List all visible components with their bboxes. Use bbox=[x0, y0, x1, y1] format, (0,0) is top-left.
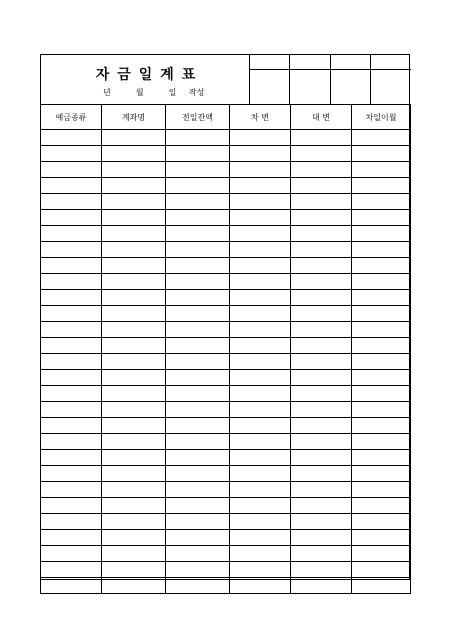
table-cell bbox=[352, 402, 411, 418]
table-cell bbox=[352, 322, 411, 338]
table-cell bbox=[166, 242, 230, 258]
table-cell bbox=[352, 338, 411, 354]
table-cell bbox=[291, 338, 352, 354]
column-header: 차일이월 bbox=[352, 105, 411, 130]
table-cell bbox=[352, 498, 411, 514]
table-cell bbox=[352, 450, 411, 466]
table-cell bbox=[166, 386, 230, 402]
table-row bbox=[41, 434, 411, 450]
table-cell bbox=[102, 450, 166, 466]
table-cell bbox=[166, 306, 230, 322]
table-cell bbox=[166, 338, 230, 354]
table-cell bbox=[230, 242, 291, 258]
table-cell bbox=[230, 258, 291, 274]
table-row bbox=[41, 306, 411, 322]
table-cell bbox=[230, 450, 291, 466]
table-cell bbox=[166, 578, 230, 594]
table-cell bbox=[102, 370, 166, 386]
table-cell bbox=[230, 562, 291, 578]
table-cell bbox=[230, 354, 291, 370]
table-cell bbox=[102, 498, 166, 514]
table-cell bbox=[291, 578, 352, 594]
table-row bbox=[41, 418, 411, 434]
table-cell bbox=[41, 466, 102, 482]
approval-header-line bbox=[249, 69, 411, 70]
table-cell bbox=[291, 130, 352, 146]
table-cell bbox=[230, 498, 291, 514]
table-cell bbox=[291, 402, 352, 418]
table-cell bbox=[41, 194, 102, 210]
table-cell bbox=[291, 418, 352, 434]
table-row bbox=[41, 450, 411, 466]
table-cell bbox=[166, 498, 230, 514]
table-cell bbox=[102, 546, 166, 562]
table-cell bbox=[102, 258, 166, 274]
table-cell bbox=[291, 354, 352, 370]
table-cell bbox=[291, 466, 352, 482]
table-cell bbox=[291, 226, 352, 242]
table-cell bbox=[102, 274, 166, 290]
table-row bbox=[41, 130, 411, 146]
table-row bbox=[41, 290, 411, 306]
table-cell bbox=[291, 370, 352, 386]
table-row bbox=[41, 562, 411, 578]
table-cell bbox=[102, 162, 166, 178]
date-line: 년 월 일 작성 bbox=[103, 88, 205, 97]
cash-daily-report-sheet bbox=[40, 54, 410, 580]
table-cell bbox=[230, 322, 291, 338]
table-cell bbox=[166, 178, 230, 194]
table-cell bbox=[230, 530, 291, 546]
table-cell bbox=[41, 178, 102, 194]
table-cell bbox=[102, 482, 166, 498]
table-cell bbox=[166, 226, 230, 242]
table-cell bbox=[352, 482, 411, 498]
table-cell bbox=[166, 194, 230, 210]
table-cell bbox=[166, 274, 230, 290]
table-cell bbox=[166, 370, 230, 386]
table-cell bbox=[166, 546, 230, 562]
table-row bbox=[41, 322, 411, 338]
table-cell bbox=[166, 354, 230, 370]
approval-box bbox=[249, 54, 411, 104]
table-cell bbox=[166, 322, 230, 338]
table-cell bbox=[291, 306, 352, 322]
approval-divider bbox=[249, 54, 250, 104]
table-row bbox=[41, 338, 411, 354]
table-row bbox=[41, 498, 411, 514]
table-cell bbox=[230, 306, 291, 322]
table-cell bbox=[291, 242, 352, 258]
table-cell bbox=[102, 178, 166, 194]
column-header: 전일잔액 bbox=[166, 105, 230, 130]
table-cell bbox=[41, 530, 102, 546]
table-cell bbox=[102, 210, 166, 226]
table-cell bbox=[166, 562, 230, 578]
table-cell bbox=[102, 322, 166, 338]
table-cell bbox=[291, 162, 352, 178]
table-cell bbox=[102, 194, 166, 210]
column-header: 계좌명 bbox=[102, 105, 166, 130]
table-cell bbox=[41, 370, 102, 386]
table-cell bbox=[352, 514, 411, 530]
table-cell bbox=[166, 210, 230, 226]
table-row bbox=[41, 386, 411, 402]
table-cell bbox=[352, 466, 411, 482]
table-cell bbox=[352, 130, 411, 146]
table-cell bbox=[352, 226, 411, 242]
table-cell bbox=[102, 306, 166, 322]
table-cell bbox=[41, 514, 102, 530]
table-cell bbox=[41, 402, 102, 418]
table-cell bbox=[41, 354, 102, 370]
table-cell bbox=[166, 482, 230, 498]
table-cell bbox=[230, 578, 291, 594]
column-header: 예금종류 bbox=[41, 105, 102, 130]
table-cell bbox=[291, 258, 352, 274]
table-cell bbox=[41, 226, 102, 242]
table-cell bbox=[291, 274, 352, 290]
table-cell bbox=[291, 322, 352, 338]
table-cell bbox=[41, 274, 102, 290]
table-cell bbox=[352, 306, 411, 322]
table-row bbox=[41, 578, 411, 594]
table-cell bbox=[291, 210, 352, 226]
table-cell bbox=[102, 338, 166, 354]
table-cell bbox=[41, 498, 102, 514]
table-cell bbox=[291, 482, 352, 498]
table-cell bbox=[41, 210, 102, 226]
title-area bbox=[41, 55, 250, 104]
table-cell bbox=[352, 146, 411, 162]
table-cell bbox=[352, 386, 411, 402]
table-cell bbox=[102, 578, 166, 594]
table-cell bbox=[230, 162, 291, 178]
page-title: 자금일계표 bbox=[95, 67, 204, 83]
approval-divider bbox=[330, 54, 331, 104]
table-row bbox=[41, 210, 411, 226]
ledger-body bbox=[41, 130, 411, 594]
approval-divider bbox=[289, 54, 290, 104]
table-cell bbox=[102, 226, 166, 242]
table-cell bbox=[102, 354, 166, 370]
table-cell bbox=[352, 354, 411, 370]
table-cell bbox=[352, 162, 411, 178]
table-cell bbox=[102, 130, 166, 146]
table-cell bbox=[230, 386, 291, 402]
table-cell bbox=[352, 210, 411, 226]
table-cell bbox=[230, 514, 291, 530]
table-cell bbox=[352, 370, 411, 386]
table-cell bbox=[166, 418, 230, 434]
table-cell bbox=[230, 466, 291, 482]
table-cell bbox=[41, 162, 102, 178]
table-cell bbox=[102, 146, 166, 162]
table-row bbox=[41, 514, 411, 530]
table-row bbox=[41, 242, 411, 258]
table-cell bbox=[230, 434, 291, 450]
table-cell bbox=[102, 242, 166, 258]
table-cell bbox=[230, 194, 291, 210]
table-cell bbox=[291, 450, 352, 466]
table-cell bbox=[41, 386, 102, 402]
table-cell bbox=[291, 530, 352, 546]
table-cell bbox=[41, 578, 102, 594]
table-cell bbox=[102, 514, 166, 530]
table-cell bbox=[352, 194, 411, 210]
table-cell bbox=[41, 130, 102, 146]
table-cell bbox=[352, 530, 411, 546]
table-cell bbox=[102, 530, 166, 546]
table-cell bbox=[166, 146, 230, 162]
table-cell bbox=[291, 290, 352, 306]
table-cell bbox=[41, 482, 102, 498]
table-row bbox=[41, 274, 411, 290]
table-cell bbox=[41, 242, 102, 258]
table-cell bbox=[102, 290, 166, 306]
table-cell bbox=[41, 562, 102, 578]
table-cell bbox=[291, 514, 352, 530]
column-header: 차 변 bbox=[230, 105, 291, 130]
table-cell bbox=[166, 434, 230, 450]
table-cell bbox=[166, 466, 230, 482]
table-row bbox=[41, 402, 411, 418]
table-row bbox=[41, 146, 411, 162]
table-cell bbox=[41, 338, 102, 354]
table-cell bbox=[41, 450, 102, 466]
table-row bbox=[41, 226, 411, 242]
table-cell bbox=[230, 290, 291, 306]
ledger-table bbox=[40, 104, 411, 594]
table-row bbox=[41, 162, 411, 178]
table-cell bbox=[41, 546, 102, 562]
table-cell bbox=[230, 274, 291, 290]
table-cell bbox=[41, 418, 102, 434]
table-cell bbox=[41, 322, 102, 338]
table-cell bbox=[166, 290, 230, 306]
table-cell bbox=[41, 434, 102, 450]
table-cell bbox=[166, 530, 230, 546]
table-cell bbox=[352, 546, 411, 562]
table-cell bbox=[102, 466, 166, 482]
table-cell bbox=[166, 258, 230, 274]
table-row bbox=[41, 370, 411, 386]
table-row bbox=[41, 466, 411, 482]
table-cell bbox=[230, 130, 291, 146]
table-cell bbox=[102, 434, 166, 450]
table-row bbox=[41, 482, 411, 498]
table-cell bbox=[166, 514, 230, 530]
table-cell bbox=[230, 226, 291, 242]
table-row bbox=[41, 258, 411, 274]
table-cell bbox=[41, 146, 102, 162]
table-cell bbox=[102, 402, 166, 418]
approval-divider bbox=[370, 54, 371, 104]
table-cell bbox=[291, 546, 352, 562]
table-cell bbox=[102, 386, 166, 402]
header-row bbox=[41, 105, 411, 130]
table-cell bbox=[291, 146, 352, 162]
table-cell bbox=[291, 562, 352, 578]
table-cell bbox=[230, 178, 291, 194]
table-cell bbox=[291, 434, 352, 450]
table-cell bbox=[41, 290, 102, 306]
table-row bbox=[41, 546, 411, 562]
column-header: 대 변 bbox=[291, 105, 352, 130]
table-cell bbox=[291, 498, 352, 514]
table-cell bbox=[166, 450, 230, 466]
table-cell bbox=[102, 562, 166, 578]
table-cell bbox=[166, 402, 230, 418]
table-cell bbox=[352, 290, 411, 306]
table-cell bbox=[166, 162, 230, 178]
table-cell bbox=[352, 242, 411, 258]
table-cell bbox=[352, 178, 411, 194]
table-cell bbox=[352, 562, 411, 578]
table-cell bbox=[352, 418, 411, 434]
table-cell bbox=[166, 130, 230, 146]
table-cell bbox=[352, 258, 411, 274]
table-row bbox=[41, 354, 411, 370]
table-cell bbox=[230, 338, 291, 354]
table-cell bbox=[41, 306, 102, 322]
table-row bbox=[41, 530, 411, 546]
table-row bbox=[41, 194, 411, 210]
table-cell bbox=[352, 434, 411, 450]
table-cell bbox=[352, 274, 411, 290]
table-cell bbox=[230, 210, 291, 226]
table-cell bbox=[230, 402, 291, 418]
table-cell bbox=[291, 178, 352, 194]
table-cell bbox=[291, 194, 352, 210]
table-cell bbox=[230, 418, 291, 434]
table-row bbox=[41, 178, 411, 194]
table-cell bbox=[230, 546, 291, 562]
table-cell bbox=[230, 146, 291, 162]
table-cell bbox=[230, 370, 291, 386]
table-cell bbox=[102, 418, 166, 434]
table-cell bbox=[230, 482, 291, 498]
table-cell bbox=[352, 578, 411, 594]
table-cell bbox=[41, 258, 102, 274]
table-cell bbox=[291, 386, 352, 402]
